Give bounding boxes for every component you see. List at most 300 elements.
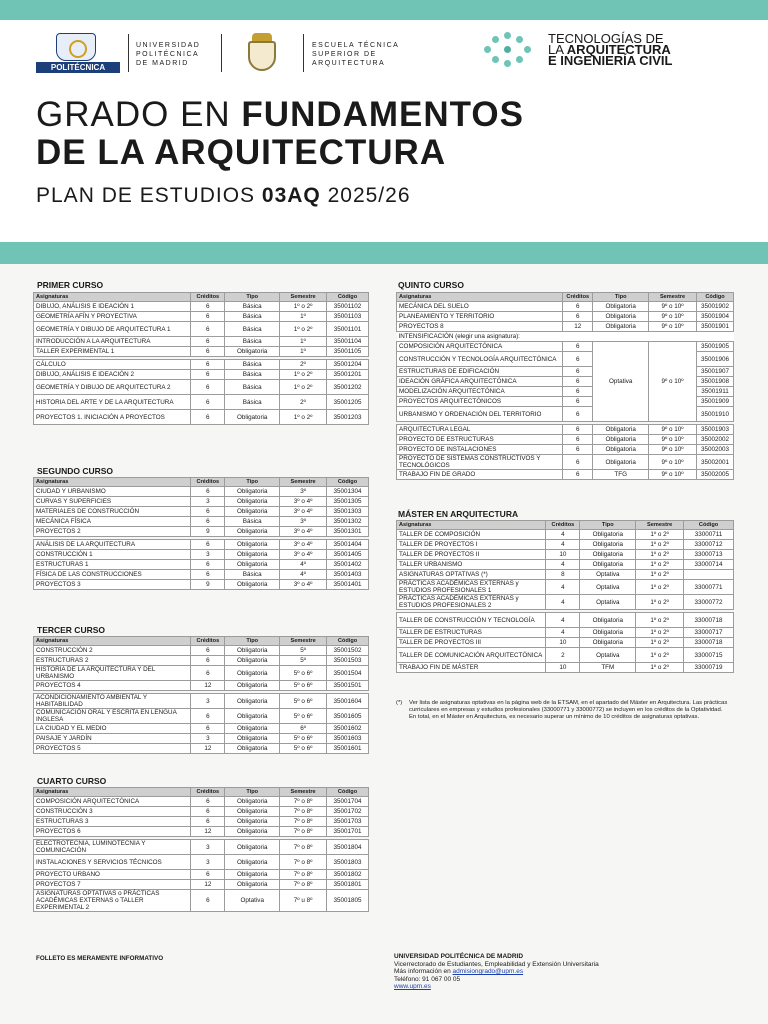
code: 35001701 — [327, 827, 369, 837]
table-row — [34, 666, 369, 681]
table-row — [34, 840, 369, 855]
credits: 6 — [191, 487, 225, 497]
subject-name: ASIGNATURAS OPTATIVAS o PRÁCTICAS ACADÉMICAS EXTERNAS o TALLER EXPERIMENTAL 2 — [34, 890, 191, 912]
type: Básica — [225, 360, 280, 370]
type: Obligatoria — [225, 734, 280, 744]
code: 35001804 — [327, 840, 369, 855]
table-row — [34, 870, 369, 880]
semester: 1º o 2º — [280, 322, 327, 337]
credits: 6 — [191, 302, 225, 312]
type: Obligatoria — [580, 628, 636, 638]
semester: 1º o 2º — [636, 613, 684, 628]
table-row — [397, 540, 734, 550]
upm-name-line: DE MADRID — [136, 60, 189, 67]
table-row — [34, 855, 369, 870]
semester: 1º o 2º — [636, 663, 684, 673]
plan-pre: PLAN DE ESTUDIOS — [36, 184, 262, 207]
upm-name-line: UNIVERSIDAD — [136, 42, 201, 49]
semester: 1º o 2º — [636, 550, 684, 560]
code: 35001603 — [327, 734, 369, 744]
code: 35001104 — [327, 337, 369, 347]
subject-name: ESTRUCTURAS 2 — [34, 656, 191, 666]
type: Obligatoria — [580, 560, 636, 570]
code: 35001103 — [327, 312, 369, 322]
subject-name: ESTRUCTURAS 1 — [34, 560, 191, 570]
table-row — [397, 425, 734, 435]
credits: 6 — [191, 709, 225, 724]
upm-name-line: POLITÉCNICA — [136, 51, 200, 58]
semester: 1º o 2º — [280, 380, 327, 395]
code: 35001801 — [327, 880, 369, 890]
subject-name: CONSTRUCCIÓN 2 — [34, 646, 191, 656]
code: 35001303 — [327, 507, 369, 517]
code: 35001901 — [696, 322, 733, 332]
table-row — [397, 530, 734, 540]
title-light: GRADO EN — [36, 95, 242, 134]
type: Básica — [225, 322, 280, 337]
subject-name: DIBUJO, ANÁLISIS E IDEACIÓN 1 — [34, 302, 191, 312]
table-row — [397, 342, 734, 352]
credits: 12 — [191, 827, 225, 837]
type: Básica — [225, 517, 280, 527]
footer-text: Más información en — [394, 968, 453, 975]
upm-crest-icon — [56, 33, 96, 61]
type: Obligatoria — [593, 312, 649, 322]
tac-line-part: LA — [548, 42, 567, 57]
table-row — [397, 445, 734, 455]
column-header: Créditos — [191, 478, 225, 487]
master-table — [396, 520, 734, 673]
type: Obligatoria — [225, 656, 280, 666]
semester: 1º o 2º — [636, 638, 684, 648]
code: 35001908 — [696, 377, 733, 387]
credits: 4 — [546, 595, 580, 610]
code: 33000714 — [684, 560, 734, 570]
table-row — [397, 613, 734, 628]
table-row — [34, 370, 369, 380]
type: Obligatoria — [225, 550, 280, 560]
semester: 7º o 8º — [280, 870, 327, 880]
column-header: Asignaturas — [34, 478, 191, 487]
title-bold: FUNDAMENTOS — [241, 95, 524, 134]
table-row — [34, 497, 369, 507]
semester: 9º o 10º — [649, 302, 697, 312]
code: 35001205 — [327, 395, 369, 410]
subject-name: PROYECTOS ARQUITECTÓNICOS — [397, 397, 563, 407]
column-header: Código — [327, 478, 369, 487]
credits: 6 — [563, 312, 593, 322]
subject-name: CONSTRUCCIÓN 1 — [34, 550, 191, 560]
intensificacion-label: INTENSIFICACIÓN (elegir una asignatura): — [397, 332, 734, 342]
type: Obligatoria — [580, 550, 636, 560]
type: Obligatoria — [580, 638, 636, 648]
table-row — [34, 570, 369, 580]
code: 33000718 — [684, 638, 734, 648]
semester: 1º o 2º — [636, 648, 684, 663]
shield-icon — [248, 41, 276, 71]
column-header: Asignaturas — [397, 521, 546, 530]
tac-name — [548, 33, 672, 66]
code: 35001304 — [327, 487, 369, 497]
type: Obligatoria — [225, 880, 280, 890]
semester: 2º — [280, 360, 327, 370]
credits: 6 — [191, 380, 225, 395]
semester: 3º o 4º — [280, 580, 327, 590]
code: 35001301 — [327, 527, 369, 537]
semester: 3º — [280, 487, 327, 497]
table-row — [34, 487, 369, 497]
semester: 5º o 6º — [280, 734, 327, 744]
column-header: Código — [696, 293, 733, 302]
semester: 7º o 8º — [280, 840, 327, 855]
table-header-row — [34, 788, 369, 797]
subject-name: TALLER DE CONSTRUCCIÓN Y TECNOLOGÍA — [397, 613, 546, 628]
credits: 12 — [191, 681, 225, 691]
semester: 1º — [280, 337, 327, 347]
code: 35002003 — [696, 445, 733, 455]
semester: 3º o 4º — [280, 540, 327, 550]
credits: 9 — [191, 580, 225, 590]
credits: 6 — [191, 322, 225, 337]
table-row — [34, 395, 369, 410]
table-row — [34, 322, 369, 337]
code: 35001906 — [696, 352, 733, 367]
credits: 3 — [191, 497, 225, 507]
code: 33000711 — [684, 530, 734, 540]
code: 35001911 — [696, 387, 733, 397]
credits: 6 — [563, 470, 593, 480]
subject-name: TALLER DE PROYECTOS III — [397, 638, 546, 648]
type: Básica — [225, 380, 280, 395]
semester: 5º o 6º — [280, 681, 327, 691]
subject-name: PRÁCTICAS ACADÉMICAS EXTERNAS y ESTUDIOS PROFESIONALES 1 — [397, 580, 546, 595]
table-header-row — [397, 293, 734, 302]
semester: 1º — [280, 312, 327, 322]
semester: 5º o 6º — [280, 744, 327, 754]
code: 33000717 — [684, 628, 734, 638]
code: 33000719 — [684, 663, 734, 673]
credits: 6 — [191, 517, 225, 527]
table-row — [34, 890, 369, 912]
credits: 6 — [191, 395, 225, 410]
type: Obligatoria — [225, 797, 280, 807]
code: 35001402 — [327, 560, 369, 570]
semester: 1º o 2º — [636, 628, 684, 638]
code: 35001601 — [327, 744, 369, 754]
table-row — [397, 560, 734, 570]
table-row — [34, 681, 369, 691]
credits: 6 — [191, 337, 225, 347]
semester: 9º o 10º — [649, 312, 697, 322]
type: Obligatoria — [580, 613, 636, 628]
table-row — [34, 550, 369, 560]
credits: 10 — [546, 663, 580, 673]
subject-name: URBANISMO Y ORDENACIÓN DEL TERRITORIO — [397, 407, 563, 422]
subject-name: FÍSICA DE LAS CONSTRUCCIONES — [34, 570, 191, 580]
code: 33000713 — [684, 550, 734, 560]
column-header: Asignaturas — [397, 293, 563, 302]
subject-name: GEOMETRÍA AFÍN Y PROYECTIVA — [34, 312, 191, 322]
subject-name: ELECTROTECNIA, LUMINOTECNIA Y COMUNICACIÓN — [34, 840, 191, 855]
code: 35001602 — [327, 724, 369, 734]
credits: 6 — [191, 312, 225, 322]
semester: 9º o 10º — [649, 435, 697, 445]
subject-name: PROYECTOS 1. INICIACIÓN A PROYECTOS — [34, 410, 191, 425]
table-row — [34, 646, 369, 656]
website-link[interactable]: www.upm.es — [394, 983, 431, 990]
code: 35001604 — [327, 694, 369, 709]
credits: 6 — [191, 724, 225, 734]
type: Optativa — [580, 580, 636, 595]
credits: 6 — [191, 570, 225, 580]
type: Obligatoria — [225, 540, 280, 550]
credits: 6 — [191, 797, 225, 807]
email-link[interactable]: admisiongrado@upm.es — [452, 968, 524, 975]
section-title: CUARTO CURSO — [37, 776, 107, 786]
table-header-row — [34, 637, 369, 646]
type: Obligatoria — [593, 322, 649, 332]
column-header: Código — [684, 521, 734, 530]
code: 35001204 — [327, 360, 369, 370]
table-row — [397, 312, 734, 322]
credits: 6 — [191, 870, 225, 880]
credits: 12 — [563, 322, 593, 332]
type: Obligatoria — [225, 724, 280, 734]
page-title — [36, 96, 524, 172]
credits: 6 — [191, 507, 225, 517]
type: Obligatoria — [225, 560, 280, 570]
subject-name: PLANEAMIENTO Y TERRITORIO — [397, 312, 563, 322]
table-row — [397, 302, 734, 312]
semester: 1º o 2º — [280, 302, 327, 312]
semester: 1º o 2º — [280, 410, 327, 425]
credits: 6 — [563, 377, 593, 387]
table-row — [34, 312, 369, 322]
subject-name: MECÁNICA FÍSICA — [34, 517, 191, 527]
footer-line: Teléfono: 91 067 00 05 — [394, 975, 461, 983]
type: Optativa — [225, 890, 280, 912]
table-row — [397, 628, 734, 638]
footnote — [396, 700, 736, 721]
code: 35001202 — [327, 380, 369, 395]
semester: 1º o 2º — [636, 580, 684, 595]
table-row — [34, 656, 369, 666]
subject-name: PROYECTOS 8 — [397, 322, 563, 332]
type: Básica — [225, 570, 280, 580]
type: Obligatoria — [225, 681, 280, 691]
subject-name: TALLER DE PROYECTOS II — [397, 550, 546, 560]
credits: 6 — [191, 370, 225, 380]
credits: 4 — [546, 628, 580, 638]
type: Optativa — [593, 342, 649, 422]
intensificacion-row — [397, 332, 734, 342]
type: Obligatoria — [593, 445, 649, 455]
divider — [128, 34, 129, 72]
table-row — [34, 410, 369, 425]
type: Obligatoria — [225, 487, 280, 497]
subject-name: MATERIALES DE CONSTRUCCIÓN — [34, 507, 191, 517]
tercer-curso-table — [33, 636, 369, 754]
code: 33000772 — [684, 595, 734, 610]
subject-name: HISTORIA DE LA ARQUITECTURA Y DEL URBANISMO — [34, 666, 191, 681]
table-row — [397, 648, 734, 663]
credits: 6 — [563, 435, 593, 445]
code: 35001910 — [696, 407, 733, 422]
table-row — [34, 827, 369, 837]
credits: 6 — [191, 890, 225, 912]
credits: 4 — [546, 530, 580, 540]
code: 35001102 — [327, 302, 369, 312]
column-header: Créditos — [546, 521, 580, 530]
credits: 3 — [191, 855, 225, 870]
semester: 1º o 2º — [636, 560, 684, 570]
subject-name: TALLER EXPERIMENTAL 1 — [34, 347, 191, 357]
column-header: Asignaturas — [34, 293, 191, 302]
column-header: Semestre — [280, 478, 327, 487]
code: 35001903 — [696, 425, 733, 435]
semester: 7º o 8º — [280, 827, 327, 837]
column-header: Asignaturas — [34, 788, 191, 797]
semester: 5º o 6º — [280, 666, 327, 681]
credits: 12 — [191, 744, 225, 754]
credits: 6 — [563, 342, 593, 352]
subject-name: GEOMETRÍA Y DIBUJO DE ARQUITECTURA 1 — [34, 322, 191, 337]
table-row — [397, 470, 734, 480]
type: Obligatoria — [225, 744, 280, 754]
semester: 3º o 4º — [280, 497, 327, 507]
section-title: MÁSTER EN ARQUITECTURA — [398, 509, 519, 519]
subject-name: INSTALACIONES Y SERVICIOS TÉCNICOS — [34, 855, 191, 870]
divider — [221, 34, 222, 72]
semester: 3º o 4º — [280, 550, 327, 560]
semester: 1º o 2º — [280, 370, 327, 380]
semester: 9º o 10º — [649, 470, 697, 480]
semester: 1º o 2º — [636, 540, 684, 550]
semester: 5º o 6º — [280, 709, 327, 724]
column-header: Créditos — [191, 293, 225, 302]
cuarto-curso-table — [33, 787, 369, 912]
code: 35001302 — [327, 517, 369, 527]
credits: 3 — [191, 694, 225, 709]
code: 35001904 — [696, 312, 733, 322]
subject-name: COMPOSICIÓN ARQUITECTÓNICA — [34, 797, 191, 807]
subject-name: LA CIUDAD Y EL MEDIO — [34, 724, 191, 734]
code: 35002001 — [696, 455, 733, 470]
section-title: PRIMER CURSO — [37, 280, 104, 290]
type: Básica — [225, 312, 280, 322]
credits: 6 — [563, 387, 593, 397]
code: 33000712 — [684, 540, 734, 550]
subject-name: CONSTRUCCIÓN 3 — [34, 807, 191, 817]
subject-name: TRABAJO FIN DE MÁSTER — [397, 663, 546, 673]
table-row — [397, 435, 734, 445]
type: Obligatoria — [225, 827, 280, 837]
type: Obligatoria — [225, 840, 280, 855]
semester: 9º o 10º — [649, 425, 697, 435]
plan-code: 03AQ — [261, 184, 321, 207]
mid-teal-band — [0, 242, 768, 264]
primer-curso-table — [33, 292, 369, 425]
subject-name: TRABAJO FIN DE GRADO — [397, 470, 563, 480]
credits: 6 — [563, 302, 593, 312]
code: 33000715 — [684, 648, 734, 663]
subject-name: TALLER URBANISMO — [397, 560, 546, 570]
footer-line: Vicerrectorado de Estudiantes, Empleabilidad y Extensión Universitaria — [394, 960, 599, 968]
footer-contact — [394, 953, 599, 991]
type: TFM — [580, 663, 636, 673]
type: Obligatoria — [225, 666, 280, 681]
column-header: Semestre — [280, 293, 327, 302]
type: Obligatoria — [225, 410, 280, 425]
credits: 6 — [191, 807, 225, 817]
column-header: Semestre — [280, 637, 327, 646]
table-row — [397, 550, 734, 560]
credits: 6 — [563, 445, 593, 455]
column-header: Tipo — [225, 637, 280, 646]
type: Básica — [225, 302, 280, 312]
credits: 6 — [563, 425, 593, 435]
table-header-row — [397, 521, 734, 530]
credits: 6 — [191, 360, 225, 370]
code: 33000718 — [684, 613, 734, 628]
credits: 4 — [546, 580, 580, 595]
type: Básica — [225, 337, 280, 347]
column-header: Créditos — [191, 788, 225, 797]
code: 35001501 — [327, 681, 369, 691]
column-header: Asignaturas — [34, 637, 191, 646]
credits: 10 — [546, 550, 580, 560]
credits: 6 — [563, 455, 593, 470]
type: Obligatoria — [593, 455, 649, 470]
table-row — [397, 663, 734, 673]
table-row — [34, 517, 369, 527]
code: 35002002 — [696, 435, 733, 445]
credits: 6 — [191, 410, 225, 425]
quinto-curso-table — [396, 292, 734, 480]
credits: 12 — [191, 880, 225, 890]
type: Obligatoria — [225, 497, 280, 507]
code: 35001305 — [327, 497, 369, 507]
column-header: Código — [327, 788, 369, 797]
type: Obligatoria — [580, 530, 636, 540]
semester: 3º — [280, 517, 327, 527]
credits: 6 — [191, 817, 225, 827]
table-row — [34, 694, 369, 709]
type: Obligatoria — [225, 709, 280, 724]
semester: 7º o 8º — [280, 855, 327, 870]
credits: 3 — [191, 840, 225, 855]
code: 35001605 — [327, 709, 369, 724]
subject-name: PROYECTO URBANO — [34, 870, 191, 880]
tac-line: TECNOLOGÍAS DE — [548, 31, 664, 46]
subject-name: ACONDICIONAMIENTO AMBIENTAL Y HABITABILIDAD — [34, 694, 191, 709]
tac-line: E INGENIERÍA CIVIL — [548, 53, 673, 68]
semester: 1º o 2º — [636, 570, 684, 580]
upm-badge: POLITÉCNICA — [36, 62, 120, 73]
type: Optativa — [580, 595, 636, 610]
subject-name: CIUDAD Y URBANISMO — [34, 487, 191, 497]
table-row — [34, 337, 369, 347]
semester: 9º o 10º — [649, 445, 697, 455]
subject-name: PROYECTOS 2 — [34, 527, 191, 537]
code: 35001105 — [327, 347, 369, 357]
semester: 1º o 2º — [636, 530, 684, 540]
subject-name: GEOMETRÍA Y DIBUJO DE ARQUITECTURA 2 — [34, 380, 191, 395]
column-header: Código — [327, 293, 369, 302]
table-row — [397, 455, 734, 470]
credits: 6 — [563, 397, 593, 407]
tac-line-bold: ARQUITECTURA — [566, 42, 671, 57]
